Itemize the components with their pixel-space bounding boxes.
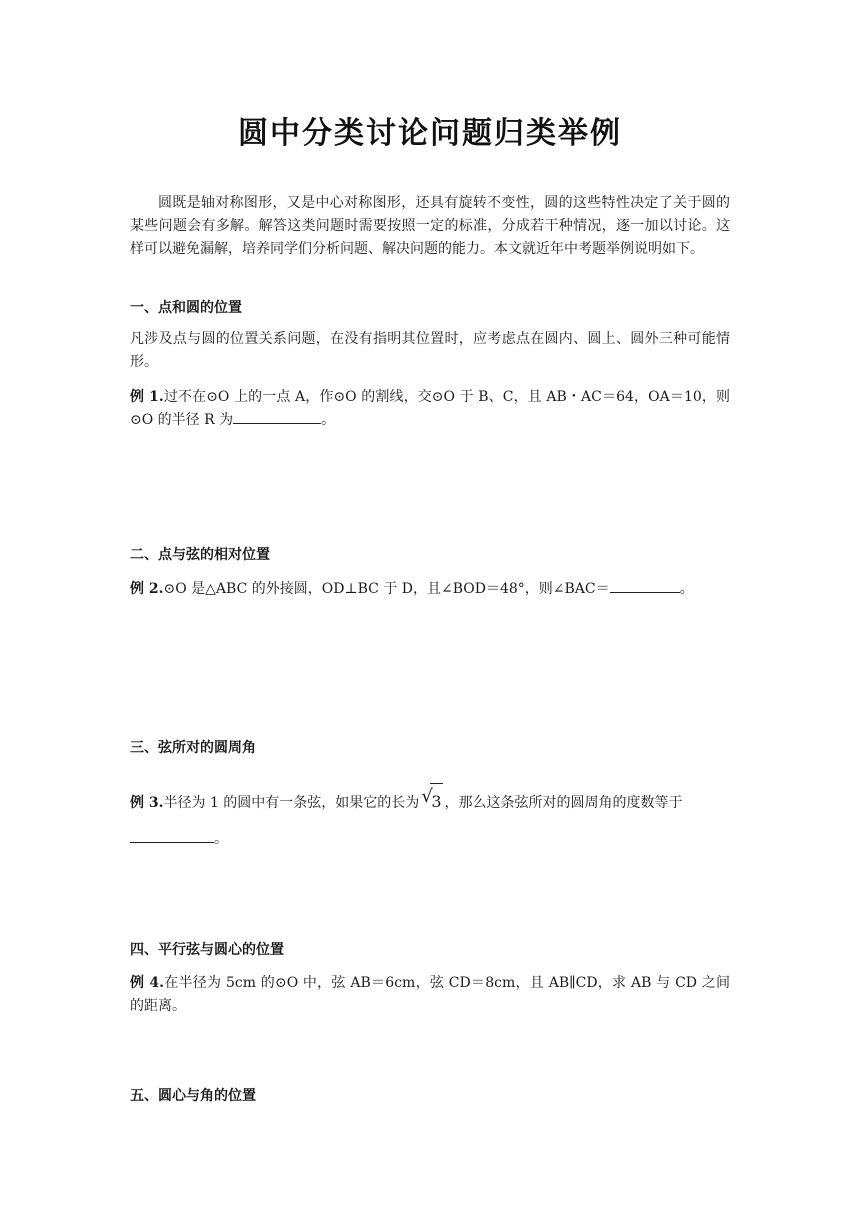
example-4-text: 在半径为 5cm 的⊙O 中，弦 AB＝6cm，弦 CD＝8cm，且 AB∥CD，求 AB 与 CD 之间的距离。 [130,975,730,1014]
sqrt-expression [421,783,442,821]
section-2-heading: 二、点与弦的相对位置 [130,547,270,563]
example-1-label: 例 1. [130,389,164,405]
example-1-end: 。 [321,412,336,428]
example-1 [130,386,730,432]
example-3-text-before: 半径为 1 的圆中有一条弦，如果它的长为 [163,795,420,811]
example-2-end: 。 [679,581,694,597]
example-2-text: ⊙O 是△ABC 的外接圆，OD⊥BC 于 D，且∠BOD＝48°，则∠BAC＝ [163,581,610,597]
example-3-end: 。 [214,831,228,847]
section-4-heading: 四、平行弦与圆心的位置 [130,942,284,958]
example-3-label: 例 3. [130,795,164,811]
section-1-text: 凡涉及点与圆的位置关系问题，在没有指明其位置时，应考虑点在圆内、圆上、圆外三种可能情形。 [130,331,730,370]
section-5-heading: 五、圆心与角的位置 [130,1088,256,1104]
intro-paragraph: 圆既是轴对称图形，又是中心对称图形，还具有旋转不变性，圆的这些特性决定了关于圆的某些问题会有多解。解答这类问题时需要按照一定的标准，分成若干种情况，逐一加以讨论。这样可以避免漏解，培养同学们分析问题、解决问题的能力。本文就近年中考题举例说明如下。 [130,195,730,257]
example-2 [130,578,730,601]
example-2-label: 例 2. [130,581,164,597]
answer-blank-1[interactable] [233,409,321,424]
example-4 [130,972,730,1018]
document-title: 圆中分类讨论问题归类举例 [238,116,622,151]
radical-sign: √ [421,786,433,807]
section-3-heading: 三、弦所对的圆周角 [130,740,256,756]
answer-blank-3[interactable] [130,828,214,843]
example-3 [130,783,730,857]
example-1-text: 过不在⊙O 上的一点 A，作⊙O 的割线，交⊙O 于 B、C，且 AB・AC＝64，OA＝10，则⊙O 的半径 R 为 [130,389,730,428]
sqrt-radicand: 3 [430,783,442,820]
example-3-text-after: ，那么这条弦所对的圆周角的度数等于 [444,795,683,811]
example-4-label: 例 4. [130,975,165,991]
answer-blank-2[interactable] [610,578,680,593]
section-1-heading: 一、点和圆的位置 [130,300,242,316]
